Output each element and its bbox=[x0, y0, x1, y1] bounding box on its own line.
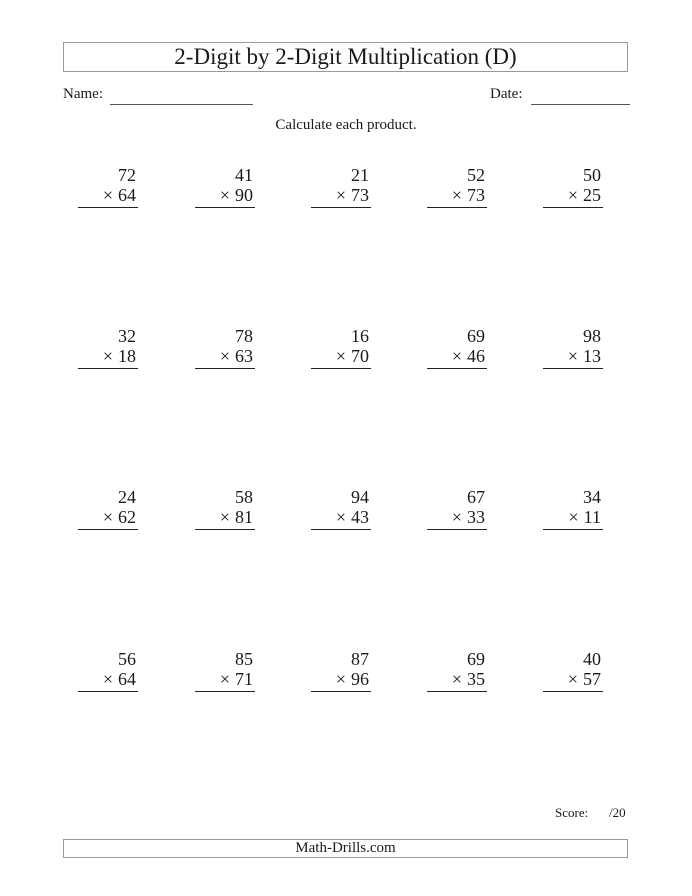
times-icon: × bbox=[102, 507, 113, 527]
problem-card bbox=[195, 649, 255, 692]
multiplicand: 41 bbox=[235, 165, 253, 185]
multiplier-line bbox=[427, 185, 487, 208]
multiplicand: 40 bbox=[583, 649, 601, 669]
worksheet-title: 2-Digit by 2-Digit Multiplication (D) bbox=[63, 42, 628, 72]
multiplier: 90 bbox=[235, 185, 253, 205]
multiplier: 70 bbox=[351, 346, 369, 366]
multiplicand: 56 bbox=[118, 649, 136, 669]
problem-card bbox=[427, 326, 487, 369]
multiplier-line bbox=[195, 669, 255, 692]
multiplier-line bbox=[78, 669, 138, 692]
multiplier: 13 bbox=[583, 346, 601, 366]
multiplier-line bbox=[427, 507, 487, 530]
times-icon: × bbox=[451, 346, 462, 366]
multiplicand: 94 bbox=[351, 487, 369, 507]
times-icon: × bbox=[451, 669, 462, 689]
multiplier-line bbox=[78, 346, 138, 369]
problem-card bbox=[78, 487, 138, 530]
multiplier-line bbox=[427, 346, 487, 369]
score-label: Score: bbox=[555, 805, 589, 820]
problem-card bbox=[311, 326, 371, 369]
multiplier-line bbox=[195, 185, 255, 208]
problem-card bbox=[427, 649, 487, 692]
problem-card bbox=[78, 649, 138, 692]
times-icon: × bbox=[335, 185, 346, 205]
multiplier-line bbox=[78, 507, 138, 530]
multiplier-line bbox=[78, 185, 138, 208]
multiplicand: 52 bbox=[467, 165, 485, 185]
times-icon: × bbox=[102, 669, 113, 689]
multiplier: 43 bbox=[351, 507, 369, 527]
multiplier: 35 bbox=[467, 669, 485, 689]
multiplier-line bbox=[543, 185, 603, 208]
name-field-line[interactable] bbox=[110, 104, 253, 105]
multiplicand: 24 bbox=[118, 487, 136, 507]
problem-card bbox=[311, 649, 371, 692]
multiplicand: 50 bbox=[583, 165, 601, 185]
multiplier-line bbox=[195, 507, 255, 530]
multiplier: 18 bbox=[118, 346, 136, 366]
multiplier-line bbox=[543, 346, 603, 369]
multiplier-line bbox=[311, 185, 371, 208]
multiplicand: 87 bbox=[351, 649, 369, 669]
times-icon: × bbox=[567, 185, 578, 205]
times-icon: × bbox=[451, 185, 462, 205]
multiplicand: 78 bbox=[235, 326, 253, 346]
problem-card bbox=[427, 165, 487, 208]
problem-card bbox=[311, 487, 371, 530]
times-icon: × bbox=[102, 346, 113, 366]
multiplier-line bbox=[311, 507, 371, 530]
problem-card bbox=[195, 487, 255, 530]
multiplier: 25 bbox=[583, 185, 601, 205]
multiplier: 57 bbox=[583, 669, 601, 689]
multiplicand: 21 bbox=[351, 165, 369, 185]
multiplier: 64 bbox=[118, 185, 136, 205]
date-field-line[interactable] bbox=[531, 104, 630, 105]
multiplier: 33 bbox=[467, 507, 485, 527]
problem-card bbox=[543, 487, 603, 530]
problem-card bbox=[543, 165, 603, 208]
multiplicand: 16 bbox=[351, 326, 369, 346]
multiplicand: 85 bbox=[235, 649, 253, 669]
instructions: Calculate each product. bbox=[275, 117, 417, 133]
multiplier: 64 bbox=[118, 669, 136, 689]
times-icon: × bbox=[451, 507, 462, 527]
times-icon: × bbox=[219, 669, 230, 689]
multiplicand: 69 bbox=[467, 326, 485, 346]
times-icon: × bbox=[102, 185, 113, 205]
multiplier: 96 bbox=[351, 669, 369, 689]
multiplier: 46 bbox=[467, 346, 485, 366]
problem-card bbox=[311, 165, 371, 208]
problem-card bbox=[427, 487, 487, 530]
multiplier: 73 bbox=[351, 185, 369, 205]
times-icon: × bbox=[568, 507, 579, 527]
multiplicand: 72 bbox=[118, 165, 136, 185]
multiplier-line bbox=[427, 669, 487, 692]
times-icon: × bbox=[567, 669, 578, 689]
multiplier: 62 bbox=[118, 507, 136, 527]
name-label: Name: bbox=[63, 86, 103, 102]
times-icon: × bbox=[335, 507, 346, 527]
problem-card bbox=[195, 165, 255, 208]
multiplier-line bbox=[543, 507, 603, 530]
multiplicand: 67 bbox=[467, 487, 485, 507]
multiplier-line bbox=[311, 346, 371, 369]
times-icon: × bbox=[219, 346, 230, 366]
times-icon: × bbox=[335, 346, 346, 366]
times-icon: × bbox=[219, 185, 230, 205]
multiplicand: 58 bbox=[235, 487, 253, 507]
multiplier: 11 bbox=[583, 507, 601, 527]
multiplier-line bbox=[311, 669, 371, 692]
multiplier-line bbox=[195, 346, 255, 369]
footer-site: Math-Drills.com bbox=[63, 839, 628, 858]
problem-card bbox=[78, 165, 138, 208]
score-total: /20 bbox=[609, 805, 626, 820]
multiplicand: 69 bbox=[467, 649, 485, 669]
multiplier: 81 bbox=[235, 507, 253, 527]
times-icon: × bbox=[567, 346, 578, 366]
problem-card bbox=[543, 326, 603, 369]
problem-card bbox=[543, 649, 603, 692]
multiplier: 73 bbox=[467, 185, 485, 205]
problem-card bbox=[78, 326, 138, 369]
multiplicand: 32 bbox=[118, 326, 136, 346]
multiplicand: 98 bbox=[583, 326, 601, 346]
multiplier-line bbox=[543, 669, 603, 692]
times-icon: × bbox=[219, 507, 230, 527]
multiplicand: 34 bbox=[583, 487, 601, 507]
date-label: Date: bbox=[490, 86, 523, 102]
multiplier: 63 bbox=[235, 346, 253, 366]
times-icon: × bbox=[335, 669, 346, 689]
problem-card bbox=[195, 326, 255, 369]
multiplier: 71 bbox=[235, 669, 253, 689]
